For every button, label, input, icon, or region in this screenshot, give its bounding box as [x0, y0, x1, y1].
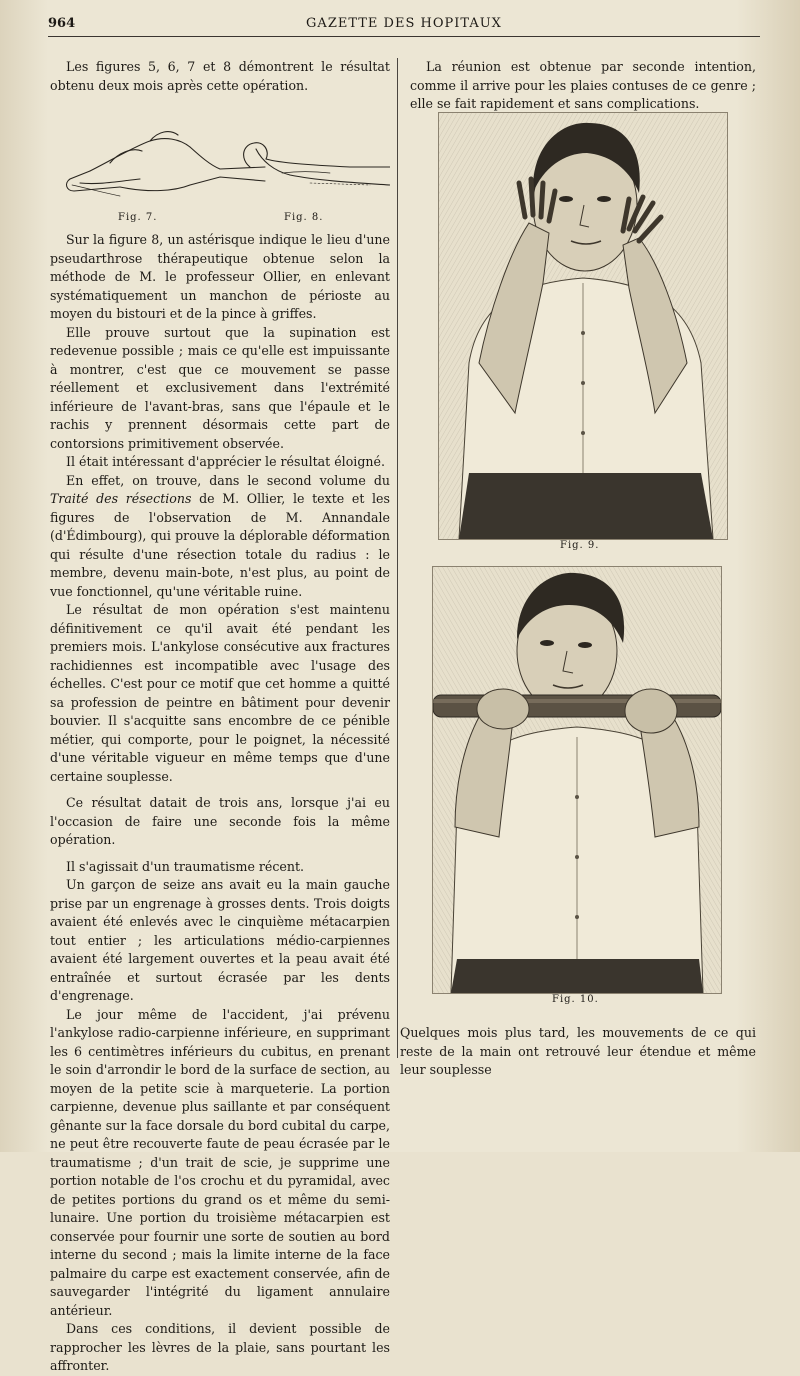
column-divider	[397, 58, 398, 1058]
paragraph-surgery-detail: Le jour même de l'accident, j'ai prévenu l'ankylose radio-carpienne inférieure, en supprimant les 6 centimètres inférieurs du cubitus, en prenant le soin d'arrondir le bord de la surface de section, au moyen de la petite scie à marqueterie. La portion carpienne, devenue plus saillante et par conséquent gênante sur la face dorsale du bord cubital du carpe, ne peut être recouverte faute de peau écrasée par le traumatisme ; d'un trait de scie, je supprime une portion notable de l'os crochu et du pyramidal, avec de petites portions du grand os et même du semi-lunaire. Une portion du troisième métacarpien est conservée pour fournir une sorte de soutien au bord interne du second ; mais la limite interne de la face palmaire du carpe est exactement conservée, afin de sauvegarder l'intégrité du ligament annulaire antérieur.	[50, 1006, 390, 1318]
right-column-top	[410, 58, 756, 114]
paragraph-reunion: La réunion est obtenue par seconde intention, comme il arrive pour les plaies contuses de ce genre ; elle se fait rapidement et sans complications.	[410, 59, 756, 111]
fig7-caption: Fig. 7.	[118, 212, 158, 223]
paragraph-result-interest: Il était intéressant d'apprécier le résultat éloigné.	[66, 454, 385, 469]
fig10-caption: Fig. 10.	[552, 994, 599, 1005]
paragraph-supination: Elle prouve surtout que la supination est redevenue possible ; mais ce qu'elle est impuissante à montrer, c'est que ce mouvement se passe réellement et exclusivement dans l'extrémité inférieure de l'avant-bras, sans que l'épaule et le rachis y prennent désormais cette part de contorsions primitivement observée.	[50, 324, 390, 451]
left-column	[50, 58, 390, 1376]
paragraph-ollier-a: En effet, on trouve, dans le second volume du	[66, 472, 390, 488]
intro-paragraph: Les figures 5, 6, 7 et 8 démontrent le résultat obtenu deux mois après cette opération.	[50, 59, 390, 93]
portrait-hands-to-face	[439, 113, 727, 539]
right-column-bottom	[400, 1024, 756, 1080]
fig8-caption: Fig. 8.	[284, 212, 324, 223]
paragraph-figure8: Sur la figure 8, un astérisque indique le lieu d'une pseudarthrose thérapeutique obtenue selon la méthode de M. le professeur Ollier, en enlevant systématiquement un manchon de périoste au moyen du bistouri et de la pince à griffes.	[50, 232, 390, 321]
paragraph-later-months: Quelques mois plus tard, les mouvements de ce qui reste de la main ont retrouvé leur étendue et même leur souplesse	[400, 1025, 756, 1077]
paragraph-boy-case: Un garçon de seize ans avait eu la main gauche prise par un engrenage à grosses dents. Trois doigts avaient été enlevés avec le cinquième métacarpien tout entier ; les articulations médio-carpiennes avaient été largement ouvertes et la peau avait été entraînée et surtout écrasée par les dents d'engrenage.	[50, 877, 390, 1003]
figures-7-8	[50, 101, 390, 227]
figure-10-engraving	[432, 566, 722, 994]
paragraph-trauma: Il s'agissait d'un traumatisme récent.	[66, 858, 305, 874]
paragraph-operation-result: Le résultat de mon opération s'est maintenu définitivement ce qu'il avait été pendant les premiers mois. L'ankylose consécutive aux fractures rachidiennes est incompatible avec l'usage des échelles. C'est pour ce motif que cet homme a quitté sa profession de peintre en bâtiment pour devenir bouvier. Il s'acquitte sans encombre de ce pénible métier, qui comporte, pour le poignet, la nécessité d'une véritable vigueur en même temps que d'une certaine souplesse.	[50, 602, 390, 784]
paragraph-three-years: Ce résultat datait de trois ans, lorsque j'ai eu l'occasion de faire une seconde fois la même opération.	[50, 795, 390, 847]
fig9-caption: Fig. 9.	[560, 540, 600, 551]
figure-9-engraving	[438, 112, 728, 540]
paragraph-ollier-b: de M. Ollier, le texte et les figures de l'observation de M. Annandale (d'Édimbourg), qui prouve la déplorable déformation qui résulte d'une résection totale du radius : le membre, devenu main-bote, n'est plus, au point de vue fonctionnel, qu'une véritable ruine.	[50, 491, 390, 599]
book-title: Traité des résections	[50, 491, 192, 506]
portrait-holding-stick	[433, 567, 721, 993]
page-number: 964	[48, 16, 76, 31]
paragraph-ollier	[50, 472, 390, 602]
journal-title: GAZETTE DES HOPITAUX	[306, 16, 502, 31]
paragraph-conditions: Dans ces conditions, il devient possible de rapprocher les lèvres de la plaie, sans pourtant les affronter.	[50, 1321, 390, 1373]
page-header	[48, 14, 760, 37]
hand-sketches	[50, 101, 390, 227]
